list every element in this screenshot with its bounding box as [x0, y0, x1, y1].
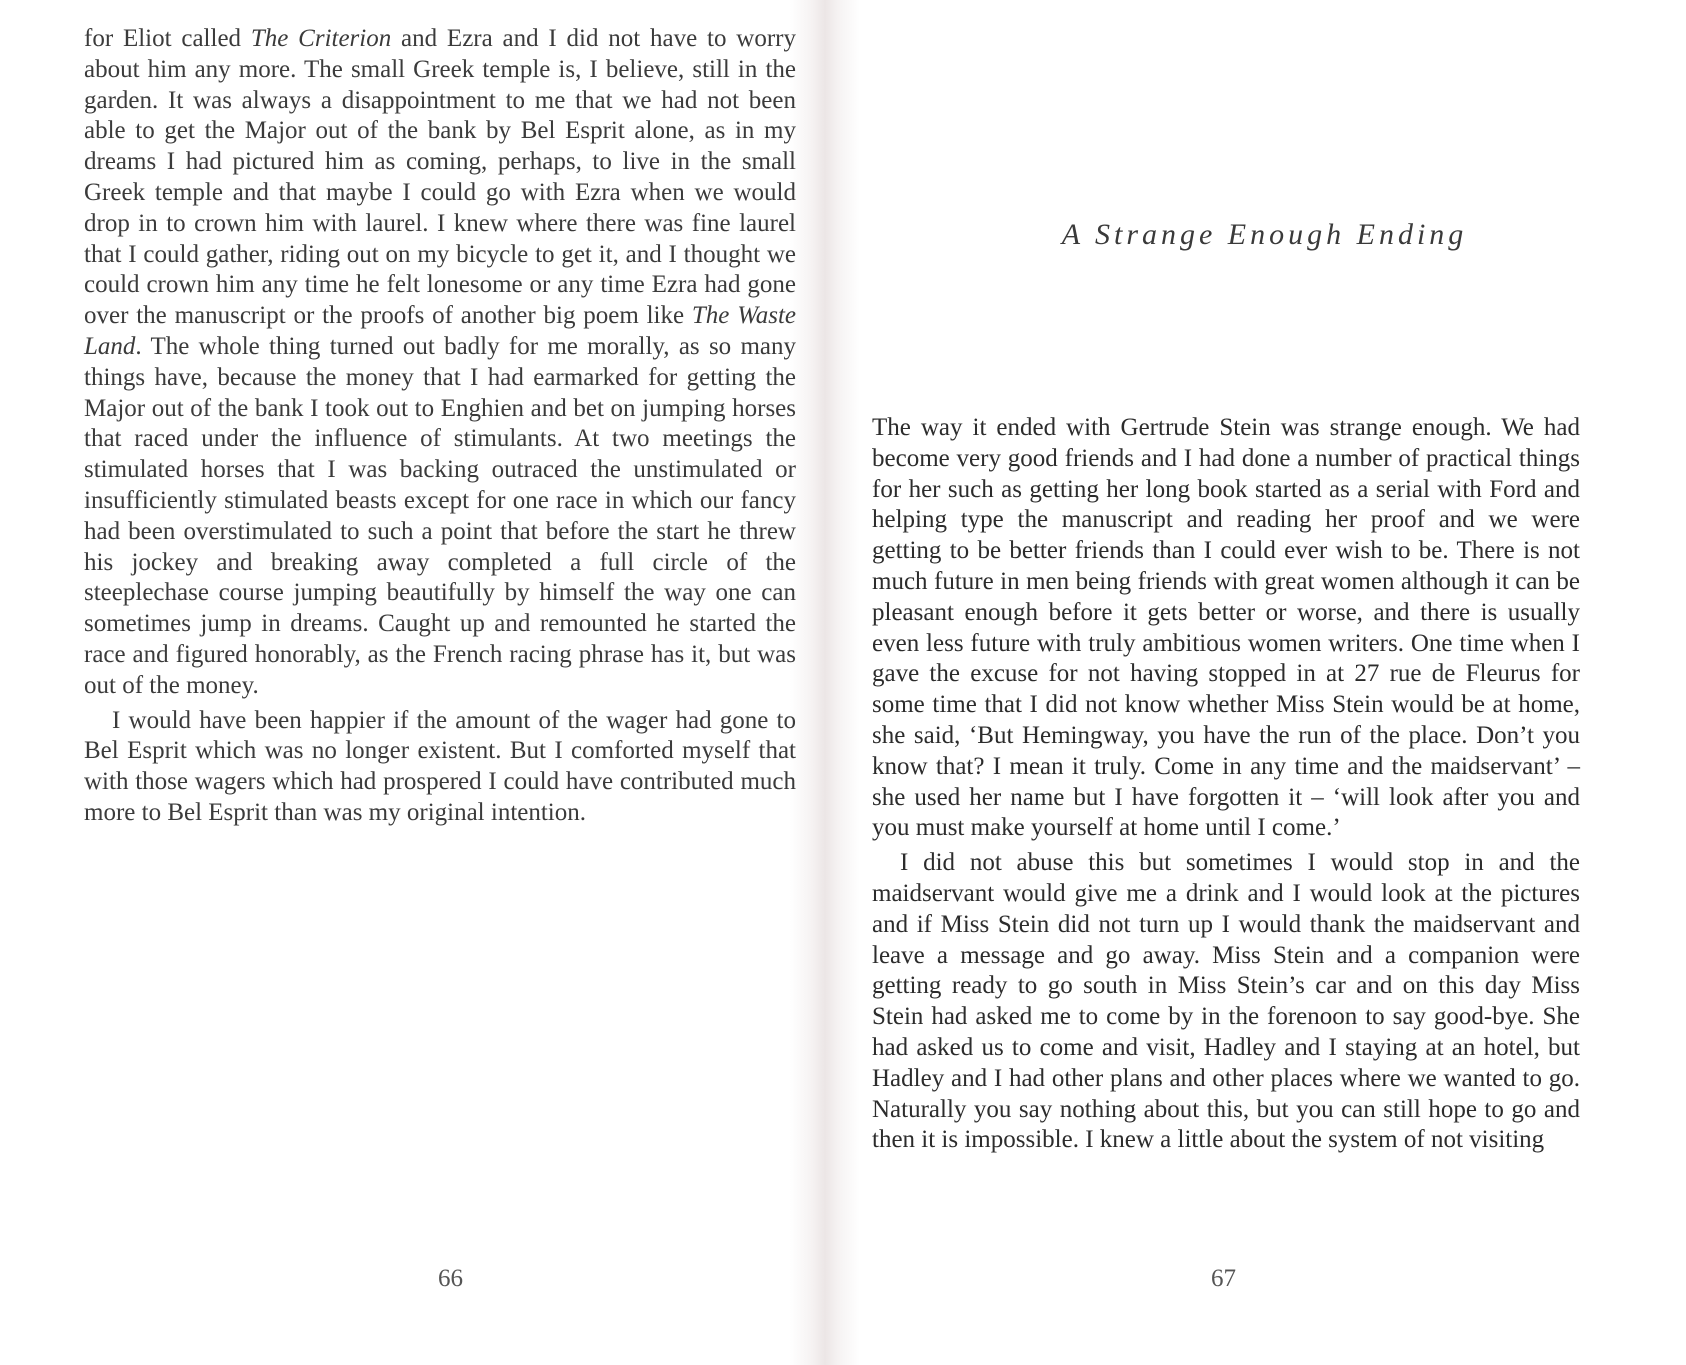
text-segment: The way it ended with Gertrude Stein was strange enough. We had become very good friends and I had done a number of practical things for her such as getting her long book started as a serial with Ford and helping type the manuscript and reading her proof and we were getting to be better friends than I could ever wish to be. There is not much future in men being friends with great women although it can be pleasant enough before it gets better or worse, and there is usually even less future with truly ambitious women writers. One time when I gave the excuse for not having stopped in at 27 rue de Fleurus for some time that I did not know whether Miss Stein would be at home, she said, ‘But Hemingway, you have the run of the place. Don’t you know that? I mean it truly. Come in any time and the maidservant’ – she used her name but I have forgotten it – ‘will look after you and you must make yourself at home until I come.’ — [872, 414, 1580, 842]
paragraph — [84, 706, 796, 829]
right-page — [843, 0, 1686, 1365]
book-title-italic: The Criterion — [250, 25, 392, 52]
text-segment: and Ezra and I did not have to worry about him any more. The small Greek temple is, I believe, still in the garden. It was always a disappointment to me that we had not been able to get the Major out of the bank by Bel Esprit alone, as in my dreams I had pictured him as coming, perhaps, to live in the small Greek temple and that maybe I could go with Ezra when we would drop in to crown him with laurel. I knew where there was fine laurel that I could gather, riding out on my bicycle to get it, and I thought we could crown him any time he felt lonesome or any time Ezra had gone over the manuscript or the proofs of another big poem like — [84, 25, 796, 330]
left-page-body — [84, 24, 796, 829]
page-number: 66 — [438, 1265, 463, 1292]
paragraph — [872, 413, 1580, 844]
poem-title-italic: The Waste Land — [84, 302, 796, 360]
right-page-body — [872, 413, 1580, 1156]
paragraph — [872, 848, 1580, 1156]
text-segment: for Eliot called — [84, 25, 251, 52]
left-page — [0, 0, 830, 1365]
paragraph — [84, 24, 796, 702]
text-segment: I did not abuse this but sometimes I would stop in and the maidservant would give me a drink and I would look at the pictures and if Miss Stein did not turn up I would thank the maidservant and leave a message and go away. Miss Stein and a companion were getting ready to go south in Miss Stein’s car and on this day Miss Stein had asked me to come by in the forenoon to say good-bye. She had asked us to come and visit, Hadley and I staying at an hotel, but Hadley and I had other plans and other places where we wanted to go. Naturally you say nothing about this, but you can still hope to go and then it is impossible. I knew a little about the system of not visiting — [872, 849, 1580, 1154]
text-segment: . The whole thing turned out badly for me morally, as so many things have, because the money that I had earmarked for getting the Major out of the bank I took out to Enghien and bet on jumping horses that raced under the influence of stimulants. At two meetings the stimulated horses that I was backing outraced the unstimulated or insufficiently stimulated beasts except for one race in which our fancy had been overstimulated to such a point that before the start he threw his jockey and breaking away completed a full circle of the steeplechase course jumping beautifully by himself the way one can sometimes jump in dreams. Caught up and remounted he started the race and figured honorably, as the French racing phrase has it, but was out of the money. — [84, 332, 796, 699]
text-segment: I would have been happier if the amount of the wager had gone to Bel Esprit which was no longer existent. But I comforted myself that with those wagers which had prospered I could have contributed much more to Bel Esprit than was my original intention. — [84, 706, 796, 826]
chapter-title: A Strange Enough Ending — [1061, 218, 1468, 251]
page-number: 67 — [1211, 1265, 1236, 1292]
